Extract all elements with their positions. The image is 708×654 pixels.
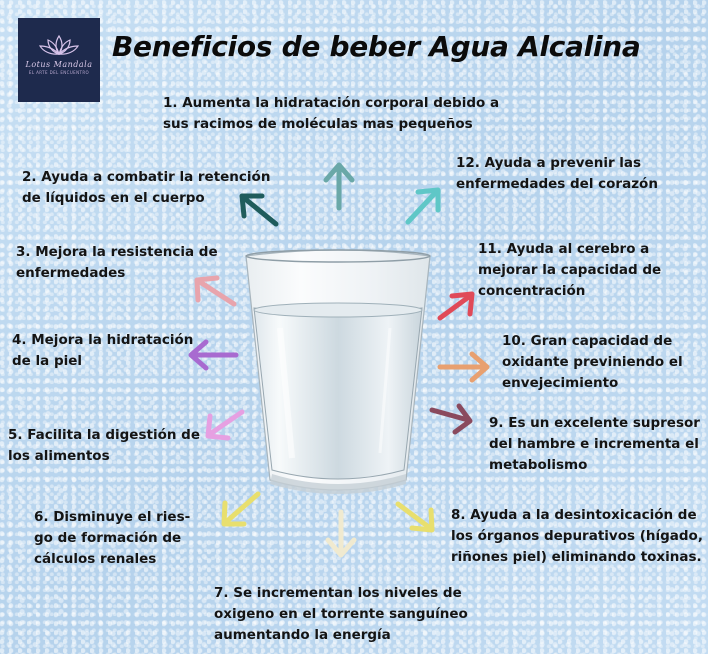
page-title: Beneficios de beber Agua Alcalina [112,30,641,63]
arrow-10 [440,354,487,380]
benefit-7: 7. Se incrementan los niveles de oxigeno en el torrente sanguíneo aumentando la energía [214,585,468,643]
water-glass-icon [240,248,436,508]
benefit-4: 4. Mejora la hidratación de la piel [12,332,194,369]
benefit-2: 2. Ayuda a combatir la retención de líquidos en el cuerpo [22,169,271,206]
logo-tagline: EL ARTE DEL ENCUENTRO [28,70,90,75]
benefit-1: 1. Aumenta la hidratación corporal debido a sus racimos de moléculas mas pequeños [163,95,500,132]
benefit-9: 9. Es un excelente supresor del hambre e incrementa el metabolismo [489,415,700,473]
arrow-11 [440,294,472,318]
benefit-8: 8. Ayuda a la desintoxicación de los órganos depurativos (hígado, riñones piel) eliminando toxinas. [451,507,703,565]
logo-name: Lotus Mandala [25,60,93,69]
benefit-3: 3. Mejora la resistencia de enfermedades [16,244,218,281]
benefit-12: 12. Ayuda a prevenir las enfermedades del corazón [456,155,658,192]
arrow-5 [208,412,242,438]
arrow-9 [432,406,470,432]
arrow-1 [326,165,352,208]
benefit-11: 11. Ayuda al cerebro a mejorar la capacidad de concentración [478,241,662,299]
arrow-4 [191,342,236,368]
benefit-5: 5. Facilita la digestión de los alimentos [8,427,200,464]
arrow-7 [328,512,354,555]
arrow-12 [408,190,438,222]
benefit-10: 10. Gran capacidad de oxidante previniendo el envejecimiento [502,333,683,391]
benefit-6: 6. Disminuye el ries- go de formación de cálculos renales [34,509,191,567]
